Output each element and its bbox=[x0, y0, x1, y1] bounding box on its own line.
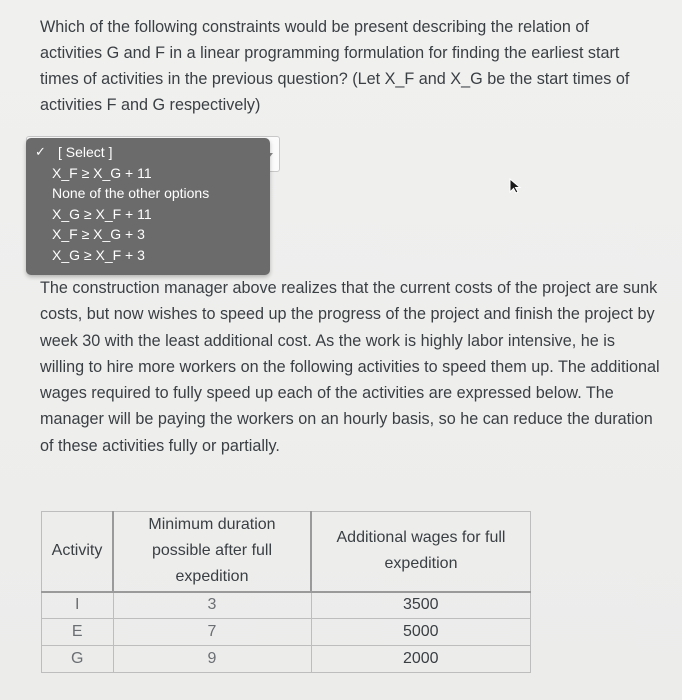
cell-wages: 2000 bbox=[311, 646, 531, 673]
header-min-duration: Minimum duration possible after full expedition bbox=[113, 512, 311, 592]
dropdown-option[interactable]: None of the other options bbox=[52, 185, 210, 202]
cell-min-duration: 9 bbox=[113, 646, 311, 673]
table-row bbox=[42, 592, 531, 619]
question-2-text: The construction manager above realizes that the current costs of the project are sunk costs, but now wishes to speed up the progress of the project and finish the project by week 30 with the least additional cost. As the work is highly labor intensive, he is willing to hire more workers on the following activities to speed them up. The additional wages required to fully speed up each of the activities are expressed below. The manager will be paying the workers on an hourly basis, so he can reduce the duration of these activities fully or partially. bbox=[40, 279, 660, 455]
dropdown-option[interactable]: X_F ≥ X_G + 3 bbox=[52, 226, 145, 243]
cell-wages: 3500 bbox=[311, 592, 531, 619]
dropdown-option-select[interactable] bbox=[26, 142, 270, 163]
mouse-cursor-icon bbox=[508, 178, 522, 194]
cell-activity: G bbox=[42, 646, 114, 673]
table-header-row bbox=[42, 512, 531, 592]
dropdown-option-label: [ Select ] bbox=[58, 144, 113, 160]
cell-wages: 5000 bbox=[311, 619, 531, 646]
header-activity: Activity bbox=[42, 512, 114, 592]
check-icon: ✓ bbox=[35, 144, 46, 159]
cell-min-duration: 7 bbox=[113, 619, 311, 646]
dropdown-option[interactable]: X_G ≥ X_F + 11 bbox=[52, 205, 152, 222]
table-row bbox=[42, 646, 531, 673]
dropdown-option[interactable]: X_F ≥ X_G + 11 bbox=[52, 164, 152, 181]
header-additional-wages: Additional wages for full expedition bbox=[311, 512, 531, 592]
dropdown-option[interactable]: X_G ≥ X_F + 3 bbox=[52, 246, 145, 263]
cell-activity: E bbox=[42, 619, 114, 646]
expedition-table bbox=[41, 511, 531, 673]
table-row bbox=[42, 619, 531, 646]
constraint-dropdown-menu bbox=[26, 138, 270, 275]
cell-activity: I bbox=[42, 592, 114, 619]
question-1-text: Which of the following constraints would be present describing the relation of activities G and F in a linear programming formulation for finding the earliest start times of activities in the previous question? (Let X_F and X_G be the start times of activities F and G respectively) bbox=[40, 18, 630, 114]
cell-min-duration: 3 bbox=[113, 592, 311, 619]
